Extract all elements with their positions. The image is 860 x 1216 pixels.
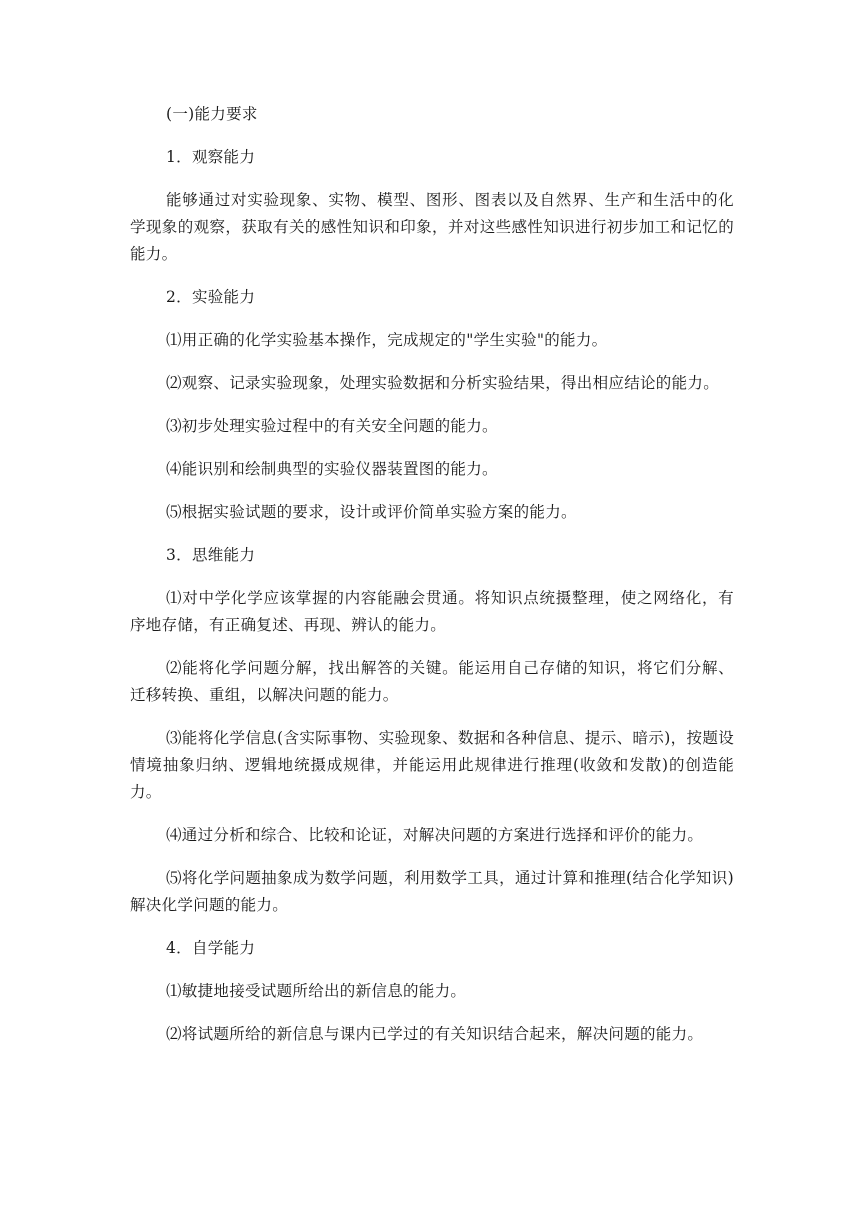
list-item-thinking-2: ⑵能将化学问题分解，找出解答的关键。能运用自己存储的知识，将它们分解、迁移转换、重组，以解决问题的能力。: [130, 659, 734, 704]
section-heading: (一)能力要求: [166, 105, 258, 123]
list-item-experiment-3: ⑶初步处理实验过程中的有关安全问题的能力。: [166, 417, 498, 435]
list-item-thinking-5: ⑸将化学问题抽象成为数学问题，利用数学工具，通过计算和推理(结合化学知识)解决化学问题的能力。: [130, 869, 734, 914]
list-item-thinking-1: ⑴对中学化学应该掌握的内容能融会贯通。将知识点统摄整理，使之网络化，有序地存储，有正确复述、再现、辨认的能力。: [130, 589, 734, 634]
subsection-heading-experiment: 2．实验能力: [166, 288, 256, 306]
list-item-thinking-4: ⑷通过分析和综合、比较和论证，对解决问题的方案进行选择和评价的能力。: [166, 826, 704, 844]
document-page: [130, 101, 734, 1064]
subsection-heading-thinking: 3．思维能力: [166, 546, 256, 564]
list-item-experiment-1: ⑴用正确的化学实验基本操作，完成规定的"学生实验"的能力。: [166, 331, 608, 349]
paragraph-observation: 能够通过对实验现象、实物、模型、图形、图表以及自然界、生产和生活中的化学现象的观察，获取有关的感性知识和印象，并对这些感性知识进行初步加工和记忆的能力。: [130, 191, 734, 263]
list-item-experiment-2: ⑵观察、记录实验现象，处理实验数据和分析实验结果，得出相应结论的能力。: [166, 374, 720, 392]
list-item-self-study-1: ⑴敏捷地接受试题所给出的新信息的能力。: [166, 982, 467, 1000]
list-item-thinking-3: ⑶能将化学信息(含实际事物、实验现象、数据和各种信息、提示、暗示)，按题设情境抽象归纳、逻辑地统摄成规律，并能运用此规律进行推理(收敛和发散)的创造能力。: [130, 729, 734, 801]
subsection-heading-observation: 1．观察能力: [166, 148, 256, 166]
subsection-heading-self-study: 4．自学能力: [166, 939, 256, 957]
list-item-experiment-4: ⑷能识别和绘制典型的实验仪器装置图的能力。: [166, 460, 498, 478]
list-item-experiment-5: ⑸根据实验试题的要求，设计或评价简单实验方案的能力。: [166, 503, 577, 521]
list-item-self-study-2: ⑵将试题所给的新信息与课内已学过的有关知识结合起来，解决问题的能力。: [166, 1025, 704, 1043]
